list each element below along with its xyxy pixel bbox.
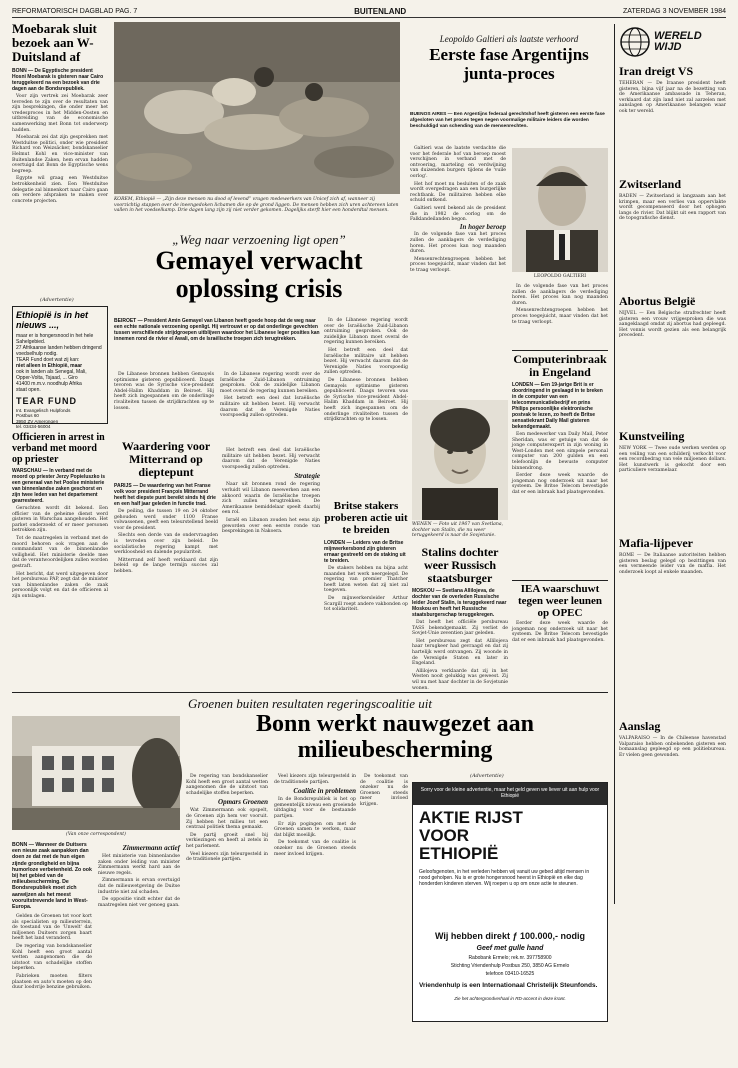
ad-footer: Vriendenhulp is een Internationaal Christelijk Steunfonds. <box>419 982 598 989</box>
ethiopie-ad <box>12 306 108 430</box>
aanslag-title: Aanslag <box>619 719 661 733</box>
address-3: 3950 ZV Amerongen <box>16 418 59 424</box>
moebarak-p1: Voor zijn vertrek zei Moebarak zeer tevreden te zijn over de resultaten van zijn besprekingen, die onder meer het vredesproces in het Midden-Oosten en uitbreiding van de economische samenwerking met Bonn tot onderwerp hadden. <box>12 94 108 133</box>
globe-icon <box>619 26 651 58</box>
address-2: Postbus 60 <box>16 413 39 419</box>
galtieri-photo <box>512 148 608 272</box>
ad-line-7: 41400 m.m.v. noodhulp Afrika <box>16 381 82 387</box>
bonn-p13: Er zijn pogingen om met de Groenen samen te werken, maar dat blijkt moeilijk. <box>274 821 356 838</box>
kunst-title: Kunstveiling <box>619 429 685 443</box>
address-4: tel. 03434-56004 <box>16 424 51 430</box>
bonn-body-d <box>274 774 356 785</box>
waardering-body <box>114 509 218 575</box>
moebarak-p3: Egypte wil graag een Westduitse betrokkenheid zien. Een Westduitse delegatie zal binnenkort naar Cairo gaan om verdere afspraken te maken over concrete projecten. <box>12 176 108 204</box>
gemayel-p3: Het betreft een deel dat Israëlische militaire uit hebben bezet. Hij verwacht daarom dat de Verenigde Naties voorspoedig zullen optreden. <box>220 396 320 419</box>
strategie-body <box>222 482 320 534</box>
gemayel-body-a <box>114 372 214 434</box>
bonn-col-c <box>186 774 268 1022</box>
bonn-body-a <box>12 914 92 1022</box>
gemayel-headline <box>114 232 404 312</box>
ad-footnote: Zie het achtergrondverhaal in RD-accent in deze krant. <box>454 995 566 1001</box>
moebarak-title: Moebarak sluit bezoek aan W-Duitsland af <box>12 21 97 64</box>
ad-line-8: staat open. <box>16 387 41 393</box>
waardering-title: Waardering voor Mitterrand op dieptepunt <box>121 439 211 479</box>
strategie-heading: Strategie <box>294 472 320 481</box>
bonn-p2: De regering van bondskanselier Kohl heeft een groot aantal wetten aangenomen die de uitstoot van schadelijke stoffen beperken. <box>12 943 92 972</box>
gemayel-body-b <box>220 372 320 442</box>
tear-fund-logo: TEAR FUND <box>16 396 77 406</box>
officieren-lead: WARSCHAU — In verband met de moord op priester Jerzy Popieluszko is een generaal van het Poolse ministerie van binnenlandse zaken geschorst en zijn twee leden van het departement gearresteerd. <box>12 468 106 504</box>
ad-wanted: Wij hebben direkt ƒ 100.000,- nodig <box>435 931 585 941</box>
ethiopie-ad-address <box>16 408 104 430</box>
computer-p2: Eerder deze week waarde de jongeman nog onderzoek uit naar het systeem. De Britse Telecom bevestigde dat er een inbraak had plaatsgevonden. <box>512 473 608 495</box>
mafia-title: Mafia-lijpever <box>619 536 693 550</box>
ad-line-5: ook in landen als Senegal, Mali, <box>16 369 87 375</box>
bonn-photo-image <box>12 716 180 830</box>
galtieri-body-right <box>512 284 608 344</box>
ethiopie-ad-title: Ethiopië is in het nieuws ..., <box>16 310 89 330</box>
bonn-lead: BONN — Wanneer de Duitsers een nieuw zaak aanpakken dan doen ze dat met de hun eigen zijnde grondigheid en bijna humorloze verbetenheid. Zo ook bij het gebied van de milieubescherming. De Bondsrepubliek moet zich aanwijzen als het meest vooruitstrevende land in West-Europa. <box>12 842 92 911</box>
ad-headline: AKTIE RIJST VOOR ETHIOPIË <box>419 808 523 863</box>
britse-body <box>324 566 408 613</box>
article-officieren <box>12 432 108 688</box>
britse-lead: LONDEN — Leiders van de Britse mijnwerkersbond zijn gisteren ernaar gestreefd om de staking uit te breiden. <box>324 540 406 564</box>
galtieri-headline <box>410 34 608 106</box>
gemayel-kicker: „Weg naar verzoening ligt open” <box>172 232 346 247</box>
galtieri-p2: Het hof moet nu besluiten of de zaak wordt overgedragen aan een burgerlijke rechtbank. De militairen hebben elke schuld ontkend. <box>410 181 506 204</box>
gemayel-lead: BEIROET — President Amin Gemayel van Libanon heeft goede hoop dat de weg naar een echte nationale verzoening openligt. Hij vertrouwt er op dat onderlinge gevechten tussen verschillende strijdgroepen uitblijven waardoor het Libanese leger posities kan innemen rond de rivier el Awali, om de Israëlische troepen zich terugtrekken. <box>114 318 320 342</box>
bonn-p10: Veel kiezers zijn teleurgesteld in de traditionele partijen. <box>186 851 268 863</box>
bonn-p4: Het ministerie van binnenlandse zaken onder leiding van minister Zimmermann werkt hard aan de nieuwe regels. <box>98 854 180 876</box>
korem-caption: KOREM, Ethiopië — „Zijn deze mensen nu dood of levend” vragen medewerkers van Unicef zich af, wanneer zij voorzichtig stappen over de ineengedoken lichamen die op de grond liggen. De mensen hebben zich uren achtereen laten vallen in het voedselkamp. Drie dagen lang zijn zij niet verder gekomen. Dagelijks sterft hier een honderdtal mensen. <box>114 197 399 214</box>
bonn-photo-caption: (Van onze correspondent) <box>66 832 126 837</box>
address-1: Int. Evangelisch Hulpfonds <box>16 408 71 413</box>
ad-phone: telefoon 03410-16525 <box>485 971 535 977</box>
bonn-p5: Zimmermann is ervan overtuigd dat de milieuwetgeving de Duitse industrie niet zal schaden. <box>98 878 180 895</box>
iea-title: IEA waarschuwt tegen weer leunen op OPEC <box>517 583 603 619</box>
abortus-body: NIJVEL — Een Belgische strafrechter heeft gisteren een vrouw vrijgesproken die was aangeklaagd omdat zij abortus had gepleegd. Het vonnis wordt gezien als een belangrijk precedent. <box>619 311 726 339</box>
bonn-kicker: Groenen buiten resultaten regeringscoalitie uit <box>187 696 433 711</box>
bonn-body-c2 <box>186 808 268 862</box>
gemayel-strategie <box>222 448 320 686</box>
bonn-sub3: Coalitie in problemen <box>293 787 356 796</box>
galtieri-lead: BUENOS AIRES — Een Argentijns federaal gerechtshof heeft gisteren een eerste fase afgesloten van het proces tegen negen voormalige militaire leiders die worden beschuldigd van schending van de mensenrechten. <box>410 112 605 129</box>
officieren-title: Officieren in arrest in verband met moord op priester <box>12 432 105 465</box>
ethiopie-ad-lines <box>16 333 104 393</box>
stalin-p2: Het persbureau zegt dat Allilojeva haar terugkeer had gevraagd en dat zij hartelijk werd ontvangen. Zij woonde in de Verenigde Staten en later in Engeland. <box>412 638 508 667</box>
galtieri-kicker: Leopoldo Galtieri als laatste verhoord <box>439 34 579 44</box>
bonn-title: Bonn werkt nauwgezet aan milieubescherming <box>255 711 534 763</box>
bonn-p12: In de Bondsrepubliek is het op gemeentelijk niveau een groeiende uitdaging voor de bestaande partijen. <box>274 797 356 819</box>
galtieri-sub: In hoger beroep <box>459 222 506 231</box>
stalin-caption: WENEN — Foto uit 1967 van Svetlana, dochter van Stalin, die nu weer teruggekeerd is naar de Sovjetunie. <box>412 522 504 539</box>
galtieri-p1: Galtieri was de laatste verdachte die voor het federale hof van beroep moest verschijnen in verband met de ontvoering, marteling en verdwijning van duizenden burgers tijdens de 'vuile oorlog'. <box>410 146 506 179</box>
korem-photo <box>114 22 400 194</box>
ad-body: Geloofsgenoten, in het verleden hebben wij vanuit uw gebed altijd mensen in nood geholpen. Nu is er grote hongersnood heerst in Ethiopië en elke dag honderden kinderen sterven. Wij roepen u op om onze actie te steunen. <box>419 869 590 887</box>
aanslag-body: VALPARAISO — In de Chileense havenstad Valparaiso hebben onbekenden gisteren een bomaanslag gepleegd op een politiebureau. Er vielen geen gewonden. <box>619 736 726 758</box>
iran-body: TEHERAN — De Iraanse president heeft gisteren, bijna vijf jaar na de bezetting van de Amerikaanse ambassade in Teheran, verklaard dat zijn land niet zal aarzelen met aanslagen op Amerikaanse belangen waar ook ter wereld. <box>619 81 726 114</box>
moebarak-p2: Moebarak zei dat zijn gesprekken met Westduitse politici, onder wie president Richard von Weizsäcker, bondskanselier Helmut Kohl en vice-minister van Buitenlandse Zaken, hem ervan hadden overtuigd dat Bonn de Egyptische wens begreep. <box>12 135 108 174</box>
bonn-body-e <box>360 774 408 1022</box>
gemayel-p2: In de Libanese regering wordt over de Israëlische Zuid-Libanon ontruiming gesproken. Ook de zuidelijke Libanon moet overal de regering kunnen bereiken. <box>220 372 320 394</box>
runhead-left: REFORMATORISCH DAGBLAD PAG. 7 <box>12 8 138 15</box>
bonn-body-c <box>186 774 268 796</box>
bonn-col-b <box>98 842 180 1022</box>
galtieri-body <box>410 146 506 394</box>
stalin-p3: Allilojeva verklaarde dat zij in het Westen nooit gelukkig was geweest. Zij wil nu met haar dochter in de Sovjetunie wonen. <box>412 668 508 691</box>
stalin-lead: MOSKOU — Svetlana Allilojeva, de dochter van de overleden Russische leider Jozef Stalin, is teruggekeerd naar Moskou en heeft het Russische staatsburgerschap teruggekregen. <box>412 588 507 618</box>
ad-line-3: TEAR Fund doet wat zij kan: <box>16 357 80 363</box>
bonn-p3: Fabrieken moeten filters plaatsen en auto's moeten op den duur loodvrije benzine gebruiken. <box>12 973 92 991</box>
gemayel-title: Gemayel verwacht oplossing crisis <box>155 246 363 303</box>
moebarak-body <box>12 94 108 204</box>
zwitserland-body: BADEN — Zwitserland is langzaam aan het krimpen, maar een verlies van oppervlakte wordt gecompenseerd door het ophogen langs de rivier. Dat blijkt uit een rapport van de topografische dienst. <box>619 194 726 222</box>
officieren-p1: Geruchten wordt dit bekend. Een officier van de geheime dienst werd gisteren in Warschau aangehouden. Het parket onderzoekt of er meer personen betrokken zijn. <box>12 506 108 534</box>
stalin-photo <box>412 400 508 520</box>
ad-foundation: Stichting Vriendenhulp Postbus 250, 3850 AG Ermelo <box>450 963 570 969</box>
moebarak-lead: BONN — De Egyptische president Hosni Moebarak is gisteren naar Cairo teruggekeerd na een bezoek van drie dagen aan de Bondsrepubliek. <box>12 68 104 92</box>
abortus-title: Abortus België <box>619 294 696 308</box>
computer-p1: Een medewerker van Daily Mail, Peter Sheridan, was er getuige van dat de jonge computerexpert in zijn woning in West-Londen met een simpele personal computer van 200 gulden en een telefoonlijn de bewuste computer binnendrong. <box>512 432 608 471</box>
computer-lead: LONDEN — Een 19-jarige Brit is er doordringend in geslaagd in te breken in de computer van een telecommunicatiebedrijf en prins Philips persoonlijke elektronische postvak te lezen, zo heeft de Britse sensatiekrant Daily Mail gisteren bekendgemaakt. <box>512 382 603 430</box>
iea-p1: Eerder deze week waarde de jongeman nog onderzoek uit naar het systeem. De Britse Telecom bevestigde dat er een inbraak had plaatsgevonden. <box>512 621 608 643</box>
aktie-rijst-ad <box>412 782 608 1022</box>
mafia-body: ROME — De Italiaanse autoriteiten hebben gisteren beslag gelegd op bezittingen van een vermeende leider van de maffia. Het onderzoek loopt al enkele maanden. <box>619 553 726 575</box>
continue-p1: In de Libanese regering wordt over de Israëlische Zuid-Libanon ontruiming gesproken. Ook de zuidelijke Libanon moet overal de regering kunnen bereiken. <box>324 318 408 346</box>
galtieri-photo-image <box>512 148 608 272</box>
officieren-p2: Tot de maatregelen in verband met de moord behoren ook vragen aan de commandant van de binnenlandse veiligheid. Het ministerie deelde mee dat de verantwoordelijken zullen worden gestraft. <box>12 535 108 569</box>
article-computer <box>512 350 608 574</box>
article-stalin <box>412 545 508 691</box>
wereld-wijd-logo <box>619 24 726 60</box>
britse-p1: De stakers hebben nu bijna acht maanden het werk neergelegd. De regering van premier Thatcher heeft laten weten dat zij niet zal toegeven. <box>324 566 408 594</box>
bonn-p8: Wat Zimmermann ook opspelt, de Groenen zijn hem ver vooruit. Zij hebben het milieu tot een centraal politiek thema gemaakt. <box>186 808 268 831</box>
strategie-p2: Israël en Libanon zouden het eens zijn geworden over een eerste ronde van besprekingen in Nakoera. <box>222 517 320 535</box>
advertentie-label-bottom: (Advertentie) <box>470 773 504 779</box>
ad-line-6: Opper-Volta, Tsjaad, ... Giro <box>16 375 78 381</box>
iran-title: Iran dreigt VS <box>619 64 694 78</box>
galtieri-title: Eerste fase Argentijns junta-proces <box>429 45 589 83</box>
galtieri-p5: Mensenrechtengroepen hebben het proces toegejuicht, maar vinden dat het te traag verloopt. <box>410 256 506 273</box>
gemayel-p1: De Libanese bronnen hebben Gemayels optimisme gisteren gepubliceerd. Daags tevoren was de Syrische vice-president Abdel-Halim Khaddam in Beiroet. Hij heeft zich ingespannen om de onderlinge rivaliteiten tussen de strijdkrachten op te lossen. <box>114 372 214 411</box>
bonn-col-d <box>274 774 356 1022</box>
computer-body <box>512 432 608 496</box>
runhead-right: ZATERDAG 3 NOVEMBER 1984 <box>623 8 726 15</box>
galtieri-p3: Galtieri werd bekend als de president die in 1982 de oorlog om de Falklandeilanden begon. <box>410 205 506 223</box>
stalin-title: Stalins dochter weer Russisch staatsburger <box>421 545 499 585</box>
continue-p3: De Libanese bronnen hebben Gemayels optimisme gisteren gepubliceerd. Daags tevoren was de Syrische vice-president Abdel-Halim Khaddam in Beiroet. Hij heeft zich ingespannen om de onderlinge rivaliteiten tussen de strijdkrachten op te lossen. <box>324 377 408 423</box>
running-header <box>12 6 726 18</box>
britse-p2: De mijnwerkersleider Arthur Scargill roept andere vakbonden op tot solidariteit. <box>324 595 408 613</box>
zwitserland-title: Zwitserland <box>619 177 682 191</box>
stalin-body <box>412 620 508 691</box>
bonn-sub1: Zimmermann actief <box>122 844 180 852</box>
article-iea <box>512 580 608 686</box>
waardering-lead: PARIJS — De waardering van het Franse volk voor president François Mitterrand heeft het diepste punt bereikt sinds hij drie en een half jaar geleden in functie trad. <box>114 483 216 507</box>
runhead-center: BUITENLAND <box>354 7 407 16</box>
wereld-wijd-column <box>614 24 726 904</box>
waardering-p2: Slechts een derde van de ondervraagden is tevreden over zijn beleid. De socialistische regering kampt met werkloosheid en dalende populariteit. <box>114 533 218 556</box>
galtieri-right-p1: In de volgende fase van het proces zullen de aanklagers de verdediging horen. Het proces kan nog maanden duren. <box>512 284 608 306</box>
ad-line-4: niet alleen in Ethiopië, maar <box>16 363 83 369</box>
waardering-p3: Mitterrand zelf heeft verklaard dat zijn beleid op de lange termijn succes zal hebben. <box>114 557 218 574</box>
strategie-pre <box>222 448 320 470</box>
bonn-top-rule <box>12 692 608 693</box>
officieren-body <box>12 506 108 600</box>
gemayel-continue <box>324 318 408 494</box>
korem-photo-image <box>114 22 400 194</box>
ad-intro: Sorry voor de kleine advertentie, maar het geld geven we liever uit aan hulp voor Ethiopië <box>413 783 607 805</box>
ad-line-2: 27 Afrikaanse landen hebben dringend voedselhulp nodig. <box>16 345 102 357</box>
advertentie-label-left: (Advertentie) <box>40 297 74 303</box>
article-moebarak <box>12 22 108 280</box>
galtieri-p4: In de volgende fase van het proces zullen de aanklagers de verdediging horen. Het proces kan nog maanden duren. <box>410 232 506 255</box>
computer-title: Computerinbraak in Engeland <box>513 352 607 379</box>
strategie-pre-p: Het betreft een deel dat Israëlische militaire uit hebben bezet. Hij verwacht daarom dat de Verenigde Naties voorspoedig zullen optreden. <box>222 448 320 470</box>
britse-kicker: Britse stakers proberen actie uit te breiden <box>324 500 408 536</box>
bonn-body-b <box>98 854 180 908</box>
bonn-p15: De toekomst van de coalitie is onzeker nu de Groenen steeds meer invloed krijgen. <box>360 774 408 807</box>
stalin-photo-image <box>412 400 508 520</box>
ad-line-1: maar er is hongersnood in het hele Sahelgebied. <box>16 333 94 345</box>
bonn-sub2: Opmars Groenen <box>218 798 268 807</box>
bonn-body-d2 <box>274 797 356 857</box>
britse-stakers <box>324 500 408 686</box>
wereld-wijd-label: WERELD WIJD <box>654 30 702 53</box>
iea-body <box>512 621 608 643</box>
bonn-p7: De regering van bondskanselier Kohl heeft een groot aantal wetten aangenomen die de uitstoot van schadelijke stoffen beperken. <box>186 774 268 796</box>
strategie-p1: Naar uit bronnen rond de regering verluidt wil Libanon meewerken aan een akkoord waarin de Israëlische troepen zich zullen terugtrekken. De Amerikaanse bemiddelaar speelt daarbij een rol. <box>222 482 320 516</box>
officieren-p3: Het bericht, dat werd uitgegeven door het persbureau PAP, zegt dat de minister van binnenlandse zaken de zaak persoonlijk volgt en dat de officieren al zijn ontslagen. <box>12 571 108 599</box>
waardering-p1: De peiling, die tussen 19 en 24 oktober gehouden werd onder 1100 Franse volwassenen, geeft een teleurstellend beeld voor de president. <box>114 509 218 531</box>
bonn-photo <box>12 716 180 830</box>
stalin-p1: Dat heeft het officiële persbureau TASS bekendgemaakt. Zij verliet de Sovjet-Unie zeventien jaar geleden. <box>412 620 508 637</box>
ad-give: Geef met gulle hand <box>476 945 544 952</box>
bonn-p1: Gelden de Groenen tot voor kort als specialisten op milieuterrein, de toestand van de 'Unwelt' dat miljoenen Duitsers zorgen baart heeft het land veranderd. <box>12 914 92 942</box>
ad-bank: Rabobank Ermelo; rek.nr. 397758900 <box>468 955 552 961</box>
bonn-p14: De toekomst van de coalitie is onzeker nu de Groenen steeds meer invloed krijgen. <box>274 840 356 857</box>
bonn-p9: De partij groeit snel bij verkiezingen en heeft al zetels in het parlement. <box>186 832 268 849</box>
article-waardering <box>114 440 218 686</box>
bonn-p11: Veel kiezers zijn teleurgesteld in de traditionele partijen. <box>274 774 356 785</box>
kunst-body: NEW YORK — Twee oude werken werden op een veiling van een schilderij verkocht voor een recordbedrag van vele miljoenen dollars. Het kunstwerk is gekocht door een particuliere verzamelaar. <box>619 446 726 474</box>
continue-p2: Het betreft een deel dat Israëlische militaire uit hebben bezet. Hij verwacht daarom dat de Verenigde Naties voorspoedig zullen optreden. <box>324 347 408 376</box>
galtieri-right-p2: Mensenrechtengroepen hebben het proces toegejuicht, maar vinden dat het te traag verloopt. <box>512 308 608 325</box>
galtieri-caption: LEOPOLDO GALTIERI <box>533 274 587 279</box>
bonn-p6: De oppositie vindt echter dat de maatregelen niet ver genoeg gaan. <box>98 897 180 908</box>
